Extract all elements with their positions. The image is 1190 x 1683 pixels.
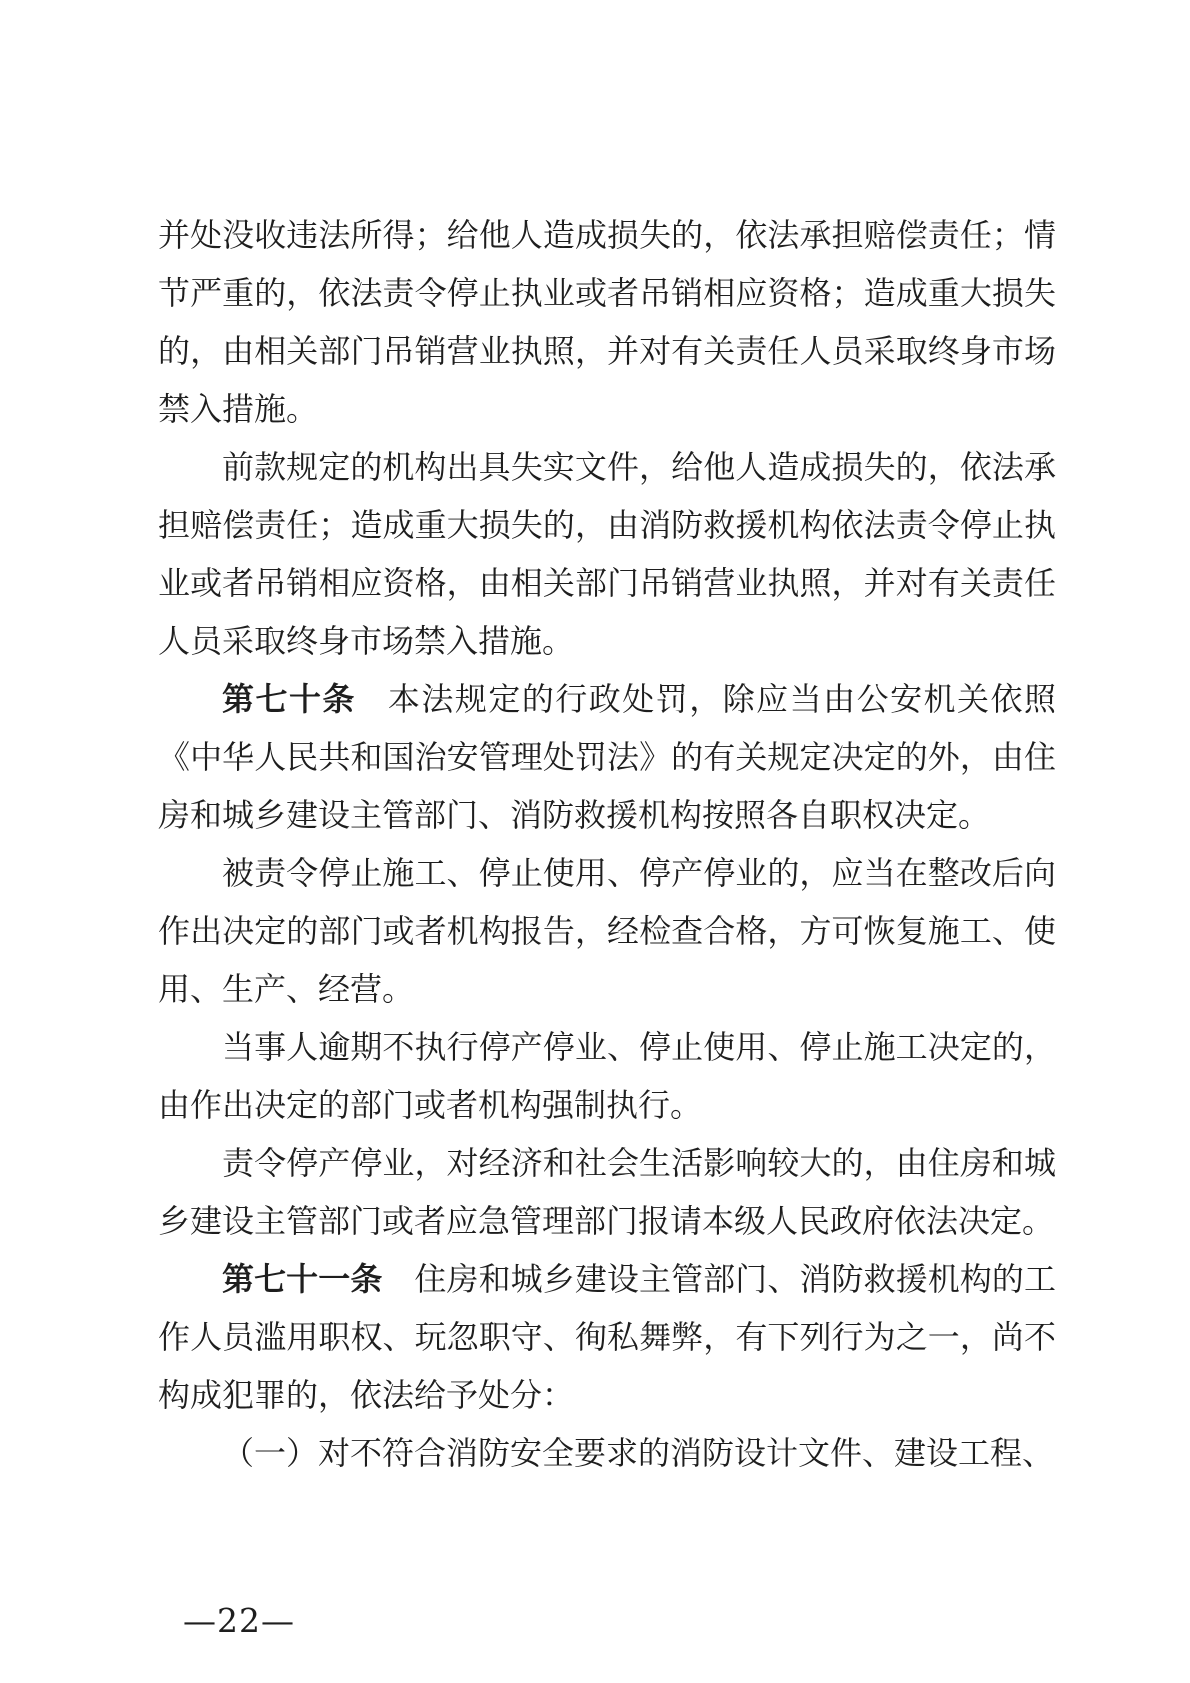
paragraph-text: 本法规定的行政处罚，除应当由公安机关依照《中华人民共和国治安管理处罚法》的有关规定决定的外，由住房和城乡建设主管部门、消防救援机构按照各自职权决定。 — [158, 681, 1056, 833]
paragraph — [158, 438, 1056, 670]
article-70-label: 第七十条 — [222, 681, 356, 717]
paragraph — [158, 844, 1056, 1018]
paragraph-text: 被责令停止施工、停止使用、停产停业的，应当在整改后向作出决定的部门或者机构报告，经检查合格，方可恢复施工、使用、生产、经营。 — [158, 855, 1056, 1007]
paragraph-text: 责令停产停业，对经济和社会生活影响较大的，由住房和城乡建设主管部门或者应急管理部门报请本级人民政府依法决定。 — [158, 1145, 1056, 1239]
paragraph-article-70 — [158, 670, 1056, 844]
paragraph-text: 并处没收违法所得；给他人造成损失的，依法承担赔偿责任；情节严重的，依法责令停止执业或者吊销相应资格；造成重大损失的，由相关部门吊销营业执照，并对有关责任人员采取终身市场禁入措施。 — [158, 217, 1056, 427]
paragraph — [158, 1018, 1056, 1134]
paragraph-list-item-1 — [158, 1424, 1056, 1482]
paragraph-text: 住房和城乡建设主管部门、消防救援机构的工作人员滥用职权、玩忽职守、徇私舞弊，有下列行为之一，尚不构成犯罪的，依法给予处分： — [158, 1261, 1056, 1413]
paragraph-continuation — [158, 206, 1056, 438]
paragraph-text: 前款规定的机构出具失实文件，给他人造成损失的，依法承担赔偿责任；造成重大损失的，由消防救援机构依法责令停止执业或者吊销相应资格，由相关部门吊销营业执照，并对有关责任人员采取终身市场禁入措施。 — [158, 449, 1056, 659]
article-71-label: 第七十一条 — [222, 1261, 383, 1297]
paragraph-article-71 — [158, 1250, 1056, 1424]
paragraph — [158, 1134, 1056, 1250]
page-number: —22— — [183, 1601, 295, 1640]
paragraph-text: 当事人逾期不执行停产停业、停止使用、停止施工决定的，由作出决定的部门或者机构强制执行。 — [158, 1029, 1056, 1123]
document-body — [158, 206, 1056, 1482]
paragraph-text: （一）对不符合消防安全要求的消防设计文件、建设工程、 — [222, 1435, 1055, 1471]
